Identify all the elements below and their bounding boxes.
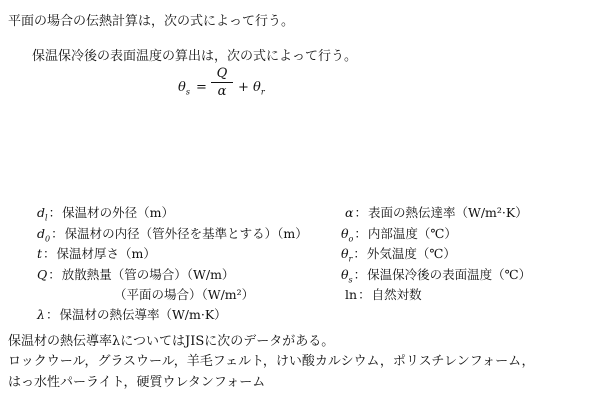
formula-lhs: $\theta_s$ — [178, 80, 190, 97]
definition-q-plane: （平面の場合）（W/m²） — [114, 287, 255, 302]
definition-q: Q：放散熱量（管の場合）（W/m） — [37, 267, 235, 282]
definition-lambda: λ：保温材の熱伝導率（W/m·K） — [37, 307, 227, 322]
formula-fraction — [211, 66, 233, 99]
note-materials-1: ロックウール，グラスウール，羊毛フェルト，けい酸カルシウム，ポリスチレンフォーム， — [8, 354, 535, 369]
note-materials-2: はっ水性パーライト，硬質ウレタンフォーム — [8, 375, 266, 390]
intro-text: 平面の場合の伝熱計算は，次の式によって行う。 — [8, 14, 295, 29]
definition-d1: $d_l$：保温材の外径（m） — [37, 205, 174, 223]
definition-theta-r: $\theta_r$：外気温度（℃） — [341, 246, 456, 264]
definition-theta-s: $\theta_s$：保温保冷後の表面温度（℃） — [341, 267, 532, 285]
note-jis: 保温材の熱伝導率λについてはJISに次のデータがある。 — [8, 334, 335, 349]
formula-equals: = — [196, 80, 207, 95]
definition-t: t：保温材厚さ（m） — [37, 246, 156, 261]
fraction-bar — [211, 82, 233, 83]
definition-theta-o: $\theta_o$：内部温度（℃） — [341, 226, 457, 244]
section-heading: 保温保冷後の表面温度の算出は，次の式によって行う。 — [32, 49, 358, 64]
surface-temperature-formula — [178, 66, 288, 110]
definition-alpha: α：表面の熱伝達率（W/m²·K） — [345, 205, 528, 220]
formula-numerator: Q — [216, 66, 228, 81]
definition-d0: $d_0$：保温材の内径（管外径を基準とする）（m） — [37, 226, 308, 244]
formula-addend: + $\theta_r$ — [238, 80, 265, 97]
definition-ln: ln：自然対数 — [345, 287, 422, 302]
formula-denominator: α — [217, 84, 227, 99]
